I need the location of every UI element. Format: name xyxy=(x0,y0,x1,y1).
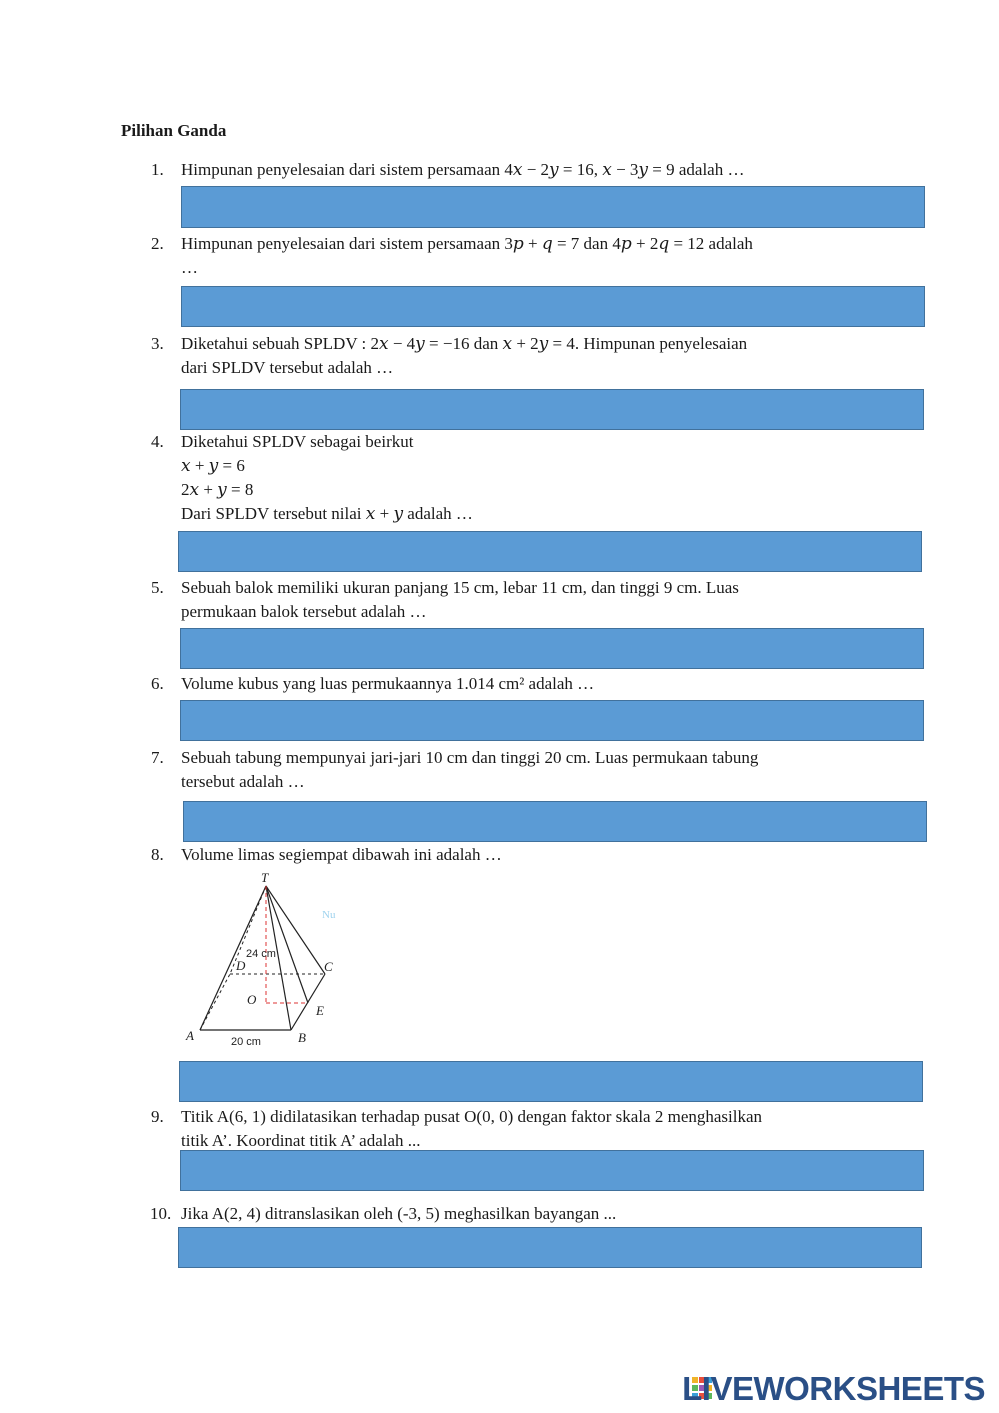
answer-box-9[interactable] xyxy=(180,1150,924,1191)
answer-box-2[interactable] xyxy=(181,286,925,327)
question-number: 7. xyxy=(151,748,164,767)
question-line: Jika A(2, 4) ditranslasikan oleh (-3, 5) meghasilkan bayangan ... xyxy=(181,1204,617,1223)
question-line: Himpunan penyelesaian dari sistem persamaan 3𝑝 + 𝑞 = 7 dan 4𝑝 + 2𝑞 = 12 adalah xyxy=(181,234,753,253)
answer-box-8[interactable] xyxy=(179,1061,923,1102)
label-d: D xyxy=(236,958,246,973)
question-text xyxy=(181,232,881,280)
label-o: O xyxy=(247,992,257,1007)
answer-box-6[interactable] xyxy=(180,700,924,741)
section-title: Pilihan Ganda xyxy=(121,121,227,140)
question-line: Sebuah tabung mempunyai jari-jari 10 cm dan tinggi 20 cm. Luas permukaan tabung xyxy=(181,748,759,767)
question-line: Volume limas segiempat dibawah ini adalah … xyxy=(181,845,502,864)
edge-tc xyxy=(266,886,325,974)
question-line: Volume kubus yang luas permukaannya 1.014 cm² adalah … xyxy=(181,674,595,693)
question-line: Dari SPLDV tersebut nilai 𝑥 + 𝑦 adalah … xyxy=(181,504,473,523)
question-number: 2. xyxy=(151,234,164,253)
question-number: 3. xyxy=(151,334,164,353)
question-number: 5. xyxy=(151,578,164,597)
question-line: 2𝑥 + 𝑦 = 8 xyxy=(181,480,254,499)
question-line: titik A’. Koordinat titik A’ adalah ... xyxy=(181,1131,421,1150)
answer-box-1[interactable] xyxy=(181,186,925,228)
question-text xyxy=(181,672,881,696)
answer-box-3[interactable] xyxy=(180,389,924,430)
answer-box-5[interactable] xyxy=(180,628,924,669)
question-line: 𝑥 + 𝑦 = 6 xyxy=(181,456,245,475)
question-text xyxy=(181,332,881,380)
question-text xyxy=(181,1202,881,1226)
label-c: C xyxy=(324,959,333,974)
question-text xyxy=(181,746,881,794)
question-line: Diketahui sebuah SPLDV : 2𝑥 − 4𝑦 = −16 dan 𝑥 + 2𝑦 = 4. Himpunan penyelesaian xyxy=(181,334,748,353)
question-line: permukaan balok tersebut adalah … xyxy=(181,602,427,621)
label-e: E xyxy=(316,1003,324,1018)
label-t: T xyxy=(261,870,269,885)
question-line: Titik A(6, 1) didilatasikan terhadap pusat O(0, 0) dengan faktor skala 2 menghasilkan xyxy=(181,1107,763,1126)
question-text xyxy=(181,158,881,182)
question-line: … xyxy=(181,258,198,277)
edge-te xyxy=(266,886,308,1003)
question-number: 8. xyxy=(151,845,164,864)
question-number: 4. xyxy=(151,432,164,451)
label-b: B xyxy=(298,1030,306,1045)
question-line: dari SPLDV tersebut adalah … xyxy=(181,358,394,377)
answer-box-7[interactable] xyxy=(183,801,927,842)
question-text xyxy=(181,576,881,624)
brand-wordmark: LIVEWORKSHEETS xyxy=(682,1370,985,1407)
question-text xyxy=(181,1105,881,1153)
question-text xyxy=(181,843,881,867)
question-number: 9. xyxy=(151,1107,164,1126)
base-label: 20 cm xyxy=(231,1036,261,1048)
height-label: 24 cm xyxy=(246,948,276,960)
question-line: Himpunan penyelesaian dari sistem persamaan 4𝑥 − 2𝑦 = 16, 𝑥 − 3𝑦 = 9 adalah … xyxy=(181,160,745,179)
watermark-text: Nu xyxy=(322,909,336,921)
question-number: 1. xyxy=(151,160,164,179)
question-number: 10. xyxy=(150,1204,172,1223)
question-line: Diketahui SPLDV sebagai beirkut xyxy=(181,432,414,451)
question-text xyxy=(181,430,881,526)
answer-box-10[interactable] xyxy=(178,1227,922,1268)
question-line: tersebut adalah … xyxy=(181,772,305,791)
pyramid-figure xyxy=(180,870,350,1055)
answer-box-4[interactable] xyxy=(178,531,922,572)
question-line: Sebuah balok memiliki ukuran panjang 15 cm, lebar 11 cm, dan tinggi 9 cm. Luas xyxy=(181,578,739,597)
question-number: 6. xyxy=(151,674,164,693)
label-a: A xyxy=(186,1028,194,1043)
